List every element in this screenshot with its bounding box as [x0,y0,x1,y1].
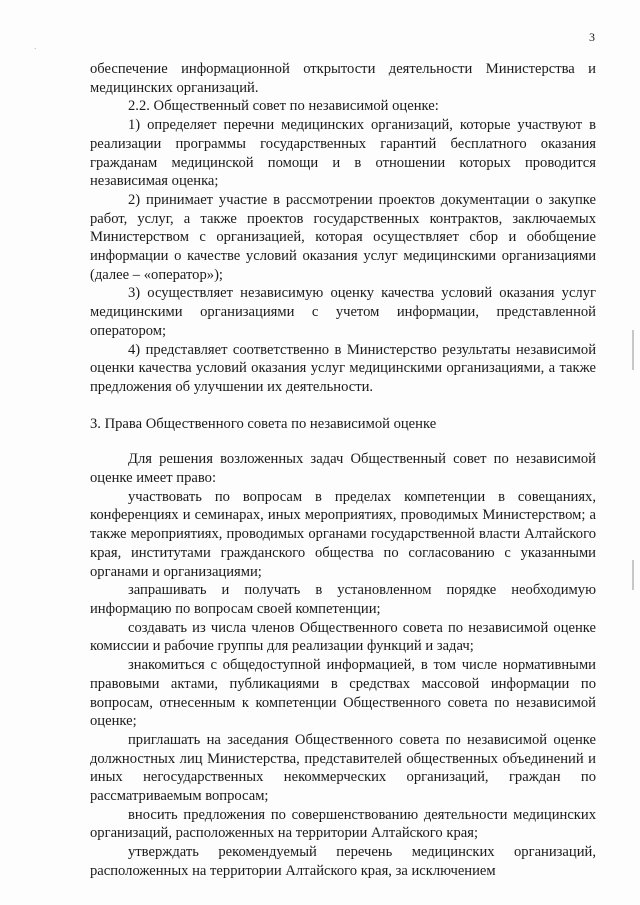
right-item: утверждать рекомендуемый перечень медицинских организаций, расположенных на территории Алтайского края, за исключением [90,844,596,879]
right-item: создавать из числа членов Общественного совета по независимой оценке комиссии и рабочие группы для реализации функций и задач; [90,619,596,655]
scan-edge-mark [632,560,634,590]
document-body [90,60,596,881]
page-number: 3 [589,30,595,44]
clause-2-2-heading: 2.2. Общественный совет по независимой оценке: [128,98,439,115]
right-item: вносить предложения по совершенствованию деятельности медицинских организаций, расположенных на территории Алтайского края; [90,806,596,842]
list-item-3: 3) осуществляет независимую оценку качества условий оказания услуг медицинскими организациями с учетом информации, представленной оператором; [90,285,596,339]
right-item: знакомиться с общедоступной информацией, в том числе нормативными правовыми актами, публикациями в средствах массовой информации по вопросам, отнесенным к компетенции Общественного совета по независимой оценке; [90,657,596,730]
list-item-2: 2) принимает участие в рассмотрении проектов документации о закупке работ, услуг, а также проектов государственных контрактов, заключаемых Министерством с организацией, которая осуществляет сбор и обобщение информации о качестве условий оказания услуг медицинскими организациями (далее – «оператор»); [90,191,596,283]
paragraph-continuation: обеспечение информационной открытости деятельности Министерства и медицинских организаций. [90,61,596,96]
right-item: запрашивать и получать в установленном порядке необходимую информацию по вопросам своей компетенции; [90,582,596,617]
scan-edge-mark [632,330,634,370]
list-item-4: 4) представляет соответственно в Министерство результаты независимой оценки качества условий оказания услуг медицинскими организациями, а также предложения об улучшении их деятельности. [90,341,596,395]
margin-mark: · [34,45,37,53]
right-item: приглашать на заседания Общественного совета по независимой оценке должностных лиц Министерства, представителей общественных объединений и иных негосударственных некоммерческих организаций, граждан по рассматриваемым вопросам; [90,731,596,805]
section-title: 3. Права Общественного совета по независимой оценке [90,415,437,432]
list-item-1: 1) определяет перечни медицинских организаций, которые участвуют в реализации программы государственных гарантий бесплатного оказания гражданам медицинской помощи и в отношении которых проводится независимая оценка; [90,117,596,190]
rights-intro: Для решения возложенных задач Общественный совет по независимой оценке имеет право: [90,451,596,487]
right-item: участвовать по вопросам в пределах компетенции в совещаниях, конференциях и семинарах, иных мероприятиях, проводимых Министерством; а также мероприятиях, проводимых органами государственной власти Алтайского края, институтами гражданского общества по согласованию с указанными органами и организациями; [90,488,596,580]
